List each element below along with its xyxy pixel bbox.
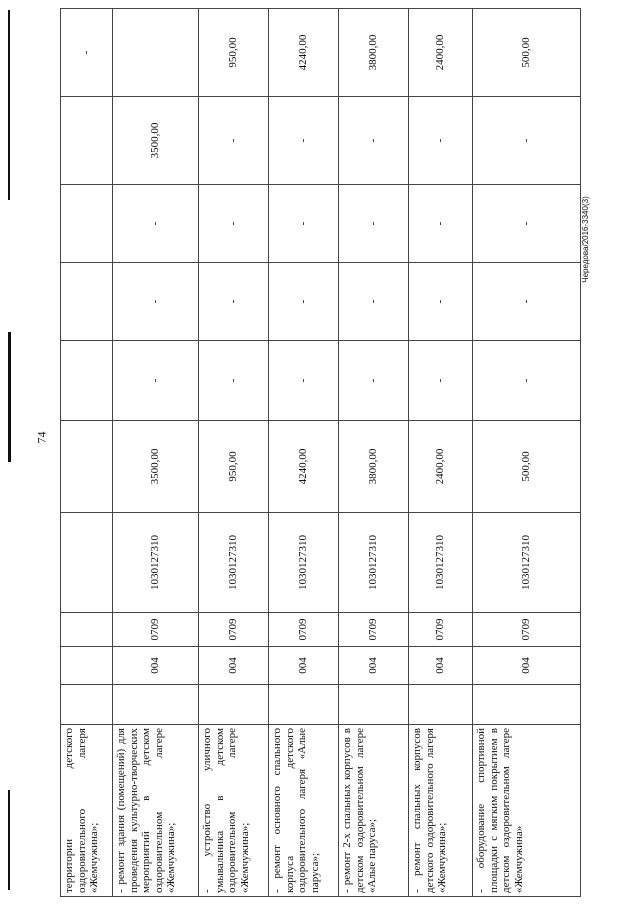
row-description: - ремонт 2-х спальных корпусов в детском оздоровительном лагере «Алые паруса»; [339, 724, 409, 896]
target-article-cell: 1030127310 [113, 512, 199, 612]
year-amount-cell: - [339, 340, 409, 420]
table-row [113, 8, 199, 896]
table-row [61, 8, 113, 896]
empty-cell [473, 684, 581, 724]
row-description: - ремонт здания (помещений) для проведения культурно-творческих мероприятий в детском оздоровительном лагере «Жемчужина»; [113, 724, 199, 896]
year-amount-cell: 3800,00 [339, 8, 409, 96]
year-amount-cell: 500,00 [473, 8, 581, 96]
admin-code-cell: 004 [113, 646, 199, 684]
year-amount-cell [61, 184, 113, 262]
section-code-cell: 0709 [269, 612, 339, 646]
scan-edge-middle [8, 332, 11, 462]
total-amount-cell [61, 420, 113, 512]
target-article-cell: 1030127310 [409, 512, 473, 612]
year-amount-cell: - [269, 184, 339, 262]
admin-code-cell: 004 [473, 646, 581, 684]
total-amount-cell: 3500,00 [113, 420, 199, 512]
total-amount-cell: 3800,00 [339, 420, 409, 512]
admin-code-cell: 004 [339, 646, 409, 684]
year-amount-cell [61, 340, 113, 420]
year-amount-cell: 4240,00 [269, 8, 339, 96]
year-amount-cell: - [409, 184, 473, 262]
target-article-cell [61, 512, 113, 612]
table-row [339, 8, 409, 896]
target-article-cell: 1030127310 [473, 512, 581, 612]
total-amount-cell: 500,00 [473, 420, 581, 512]
section-code-cell: 0709 [409, 612, 473, 646]
row-description: - оборудование спортивной площадки с мягким покрытием в детском оздоровительном лагере «Жемчужина» [473, 724, 581, 896]
row-description: - ремонт основного спального корпуса детского оздоровительного лагеря «Алые паруса»; [269, 724, 339, 896]
year-amount-cell: - [269, 262, 339, 340]
total-amount-cell: 4240,00 [269, 420, 339, 512]
year-amount-cell: - [269, 96, 339, 184]
year-amount-cell [61, 96, 113, 184]
page-number: 74 [34, 431, 49, 444]
year-amount-cell: - [61, 8, 113, 96]
empty-cell [61, 684, 113, 724]
year-amount-cell: - [199, 96, 269, 184]
year-amount-cell: - [409, 96, 473, 184]
target-article-cell: 1030127310 [269, 512, 339, 612]
year-amount-cell: - [473, 96, 581, 184]
row-description: - ремонт спальных корпусов детского оздоровительного лагеря «Жемчужина»; [409, 724, 473, 896]
total-amount-cell: 2400,00 [409, 420, 473, 512]
section-code-cell: 0709 [473, 612, 581, 646]
empty-cell [339, 684, 409, 724]
scan-edge-bottom [8, 790, 10, 890]
year-amount-cell: - [409, 340, 473, 420]
admin-code-cell: 004 [269, 646, 339, 684]
year-amount-cell: - [113, 184, 199, 262]
admin-code-cell [61, 646, 113, 684]
section-code-cell: 0709 [199, 612, 269, 646]
empty-cell [113, 684, 199, 724]
section-code-cell [61, 612, 113, 646]
table-row [199, 8, 269, 896]
total-amount-cell: 950,00 [199, 420, 269, 512]
year-amount-cell: - [113, 340, 199, 420]
year-amount-cell: 2400,00 [409, 8, 473, 96]
year-amount-cell: - [409, 262, 473, 340]
row-description: территории детского оздоровительного лагеря «Жемчужина»; [61, 724, 113, 896]
table-row [269, 8, 339, 896]
empty-cell [199, 684, 269, 724]
target-article-cell: 1030127310 [339, 512, 409, 612]
year-amount-cell [113, 8, 199, 96]
section-code-cell: 0709 [113, 612, 199, 646]
year-amount-cell: - [269, 340, 339, 420]
year-amount-cell: - [473, 262, 581, 340]
year-amount-cell: - [473, 184, 581, 262]
year-amount-cell: - [339, 184, 409, 262]
footer-code: Чередова/2016-3340(3) [580, 196, 590, 283]
rotated-table-wrapper [60, 9, 580, 897]
section-code-cell: 0709 [339, 612, 409, 646]
year-amount-cell: - [339, 96, 409, 184]
admin-code-cell: 004 [199, 646, 269, 684]
year-amount-cell: 3500,00 [113, 96, 199, 184]
budget-table [60, 8, 581, 897]
scan-edge-top [8, 10, 10, 200]
year-amount-cell: - [199, 262, 269, 340]
row-description: - устройство уличного умывальника в детском оздоровительном лагере «Жемчужина»; [199, 724, 269, 896]
year-amount-cell: - [473, 340, 581, 420]
year-amount-cell: - [339, 262, 409, 340]
year-amount-cell: 950,00 [199, 8, 269, 96]
year-amount-cell [61, 262, 113, 340]
target-article-cell: 1030127310 [199, 512, 269, 612]
table-row [473, 8, 581, 896]
admin-code-cell: 004 [409, 646, 473, 684]
year-amount-cell: - [199, 340, 269, 420]
table-row [409, 8, 473, 896]
empty-cell [269, 684, 339, 724]
year-amount-cell: - [113, 262, 199, 340]
year-amount-cell: - [199, 184, 269, 262]
empty-cell [409, 684, 473, 724]
